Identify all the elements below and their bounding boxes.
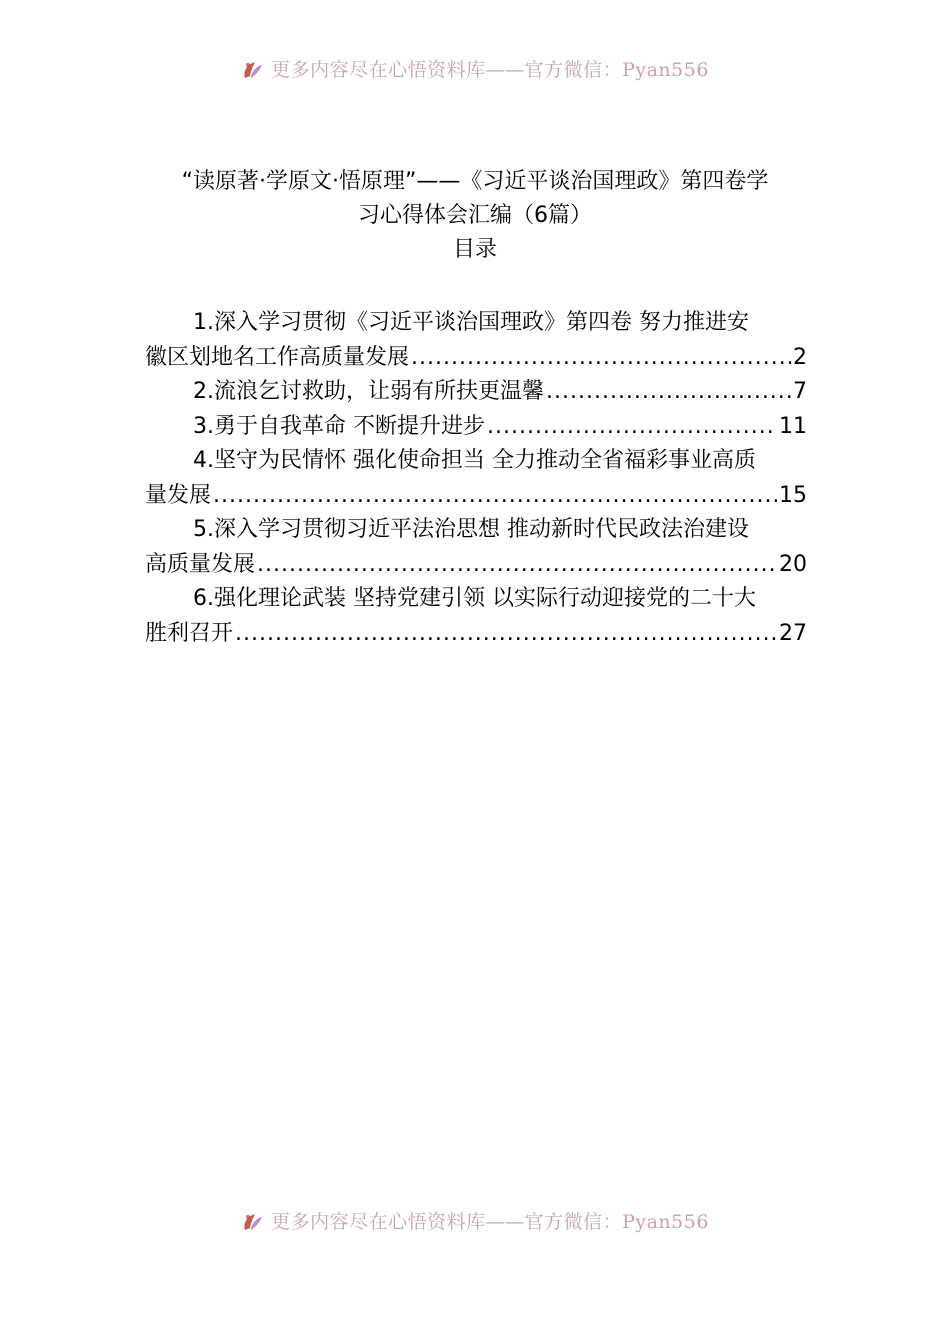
toc-entry-title: 2.流浪乞讨救助，让弱有所扶更温馨	[193, 379, 544, 404]
header-watermark	[0, 58, 950, 82]
toc-heading: 目录	[452, 237, 497, 262]
toc-page-number: 27	[779, 620, 807, 646]
toc-entry[interactable]	[145, 375, 807, 410]
toc-leader-dots	[546, 375, 791, 410]
toc-entry-title-line: 1.深入学习贯彻《习近平谈治国理政》第四卷 努力推进安	[193, 310, 749, 335]
toc-leader-dots	[487, 410, 777, 445]
toc-entry[interactable]	[145, 513, 807, 582]
toc-entry[interactable]	[145, 306, 807, 375]
toc-page-number: 11	[779, 413, 807, 439]
pen-logo-icon	[241, 1210, 265, 1234]
toc-page-number: 2	[793, 344, 807, 370]
toc-leader-dots	[257, 548, 777, 583]
watermark-text: 更多内容尽在心悟资料库——官方微信：Pyan556	[271, 59, 709, 81]
toc-page-number: 15	[779, 482, 807, 508]
toc-entry-title-continued: 徽区划地名工作高质量发展	[145, 344, 410, 370]
toc-entry-title-continued: 胜利召开	[145, 620, 234, 646]
toc-entry[interactable]	[145, 582, 807, 651]
document-title-line-1: “读原著·学原文·悟原理”——《习近平谈治国理政》第四卷学	[181, 169, 769, 194]
toc-leader-dots	[213, 479, 777, 514]
toc-entry-title-continued: 高质量发展	[145, 551, 256, 577]
toc-entry-title-line: 6.强化理论武装 坚持党建引领 以实际行动迎接党的二十大	[193, 586, 756, 611]
toc-entry-title: 3.勇于自我革命 不断提升进步	[193, 413, 485, 439]
toc-entry[interactable]	[145, 410, 807, 445]
toc-page-number: 7	[793, 379, 807, 404]
watermark-text: 更多内容尽在心悟资料库——官方微信：Pyan556	[271, 1211, 709, 1233]
table-of-contents	[145, 306, 807, 651]
toc-leader-dots	[235, 617, 777, 652]
toc-entry[interactable]	[145, 444, 807, 513]
footer-watermark	[0, 1210, 950, 1234]
document-title-block	[140, 165, 810, 267]
toc-page-number: 20	[779, 551, 807, 577]
toc-entry-title-continued: 量发展	[145, 482, 212, 508]
toc-entry-title-line: 5.深入学习贯彻习近平法治思想 推动新时代民政法治建设	[193, 517, 749, 542]
toc-entry-title-line: 4.坚守为民情怀 强化使命担当 全力推动全省福彩事业高质	[193, 448, 756, 473]
pen-logo-icon	[241, 58, 265, 82]
document-title-line-2: 习心得体会汇编（6篇）	[358, 203, 592, 228]
toc-leader-dots	[411, 341, 791, 376]
